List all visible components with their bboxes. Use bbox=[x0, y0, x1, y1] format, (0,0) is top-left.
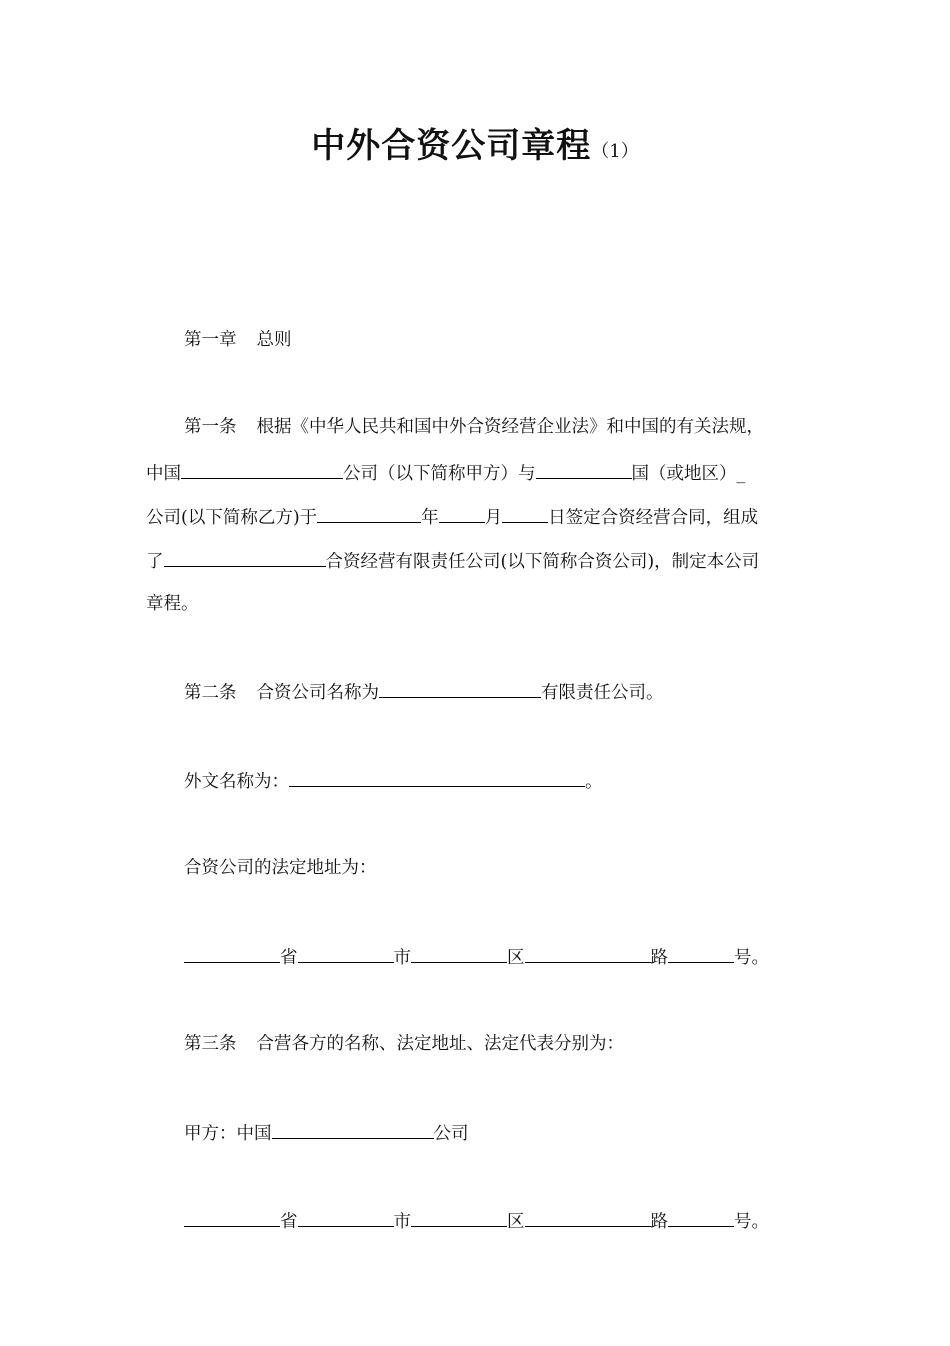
title-main: 中外合资公司章程 bbox=[311, 126, 592, 166]
blank-road[interactable] bbox=[525, 944, 651, 963]
article1-line5: 章程。 bbox=[146, 594, 199, 614]
blank-month[interactable] bbox=[439, 504, 485, 523]
document-title bbox=[0, 118, 950, 167]
blank-company-name[interactable] bbox=[379, 679, 541, 698]
article1-line3: 公司(以下简称乙方)于 年 月 日签定合资经营合同，组成 bbox=[146, 504, 758, 530]
chapter-heading: 第一章 总则 bbox=[184, 330, 292, 350]
blank-city-2[interactable] bbox=[298, 1208, 394, 1227]
blank-province[interactable] bbox=[184, 944, 280, 963]
address-line-2: 省 市 区 路 号。 bbox=[184, 1208, 769, 1234]
blank-year[interactable] bbox=[317, 504, 421, 523]
article2-line1: 第二条 合资公司名称为 有限责任公司。 bbox=[184, 679, 664, 705]
title-suffix: （1） bbox=[591, 141, 639, 162]
blank-party-a-name[interactable] bbox=[181, 460, 343, 479]
blank-city[interactable] bbox=[298, 944, 394, 963]
party-a-line: 甲方：中国 公司 bbox=[184, 1120, 469, 1146]
article2-address-label: 合资公司的法定地址为： bbox=[184, 858, 377, 878]
blank-number[interactable] bbox=[668, 944, 734, 963]
blank-district[interactable] bbox=[411, 944, 507, 963]
article3-line1: 第三条 合营各方的名称、法定地址、法定代表分别为： bbox=[184, 1034, 624, 1054]
blank-number-2[interactable] bbox=[668, 1208, 734, 1227]
article1-line1: 第一条 根据《中华人民共和国中外合资经营企业法》和中国的有关法规， bbox=[184, 417, 764, 437]
blank-day[interactable] bbox=[502, 504, 548, 523]
blank-foreign-name[interactable] bbox=[289, 768, 585, 787]
blank-road-2[interactable] bbox=[525, 1208, 651, 1227]
blank-district-2[interactable] bbox=[411, 1208, 507, 1227]
article1-line4: 了 合资经营有限责任公司(以下简称合资公司)，制定本公司 bbox=[146, 548, 759, 574]
address-line-1: 省 市 区 路 号。 bbox=[184, 944, 769, 970]
blank-province-2[interactable] bbox=[184, 1208, 280, 1227]
article1-line2: 中国 公司（以下简称甲方）与 国（或地区）_ bbox=[146, 460, 745, 486]
article2-foreign-name: 外文名称为： 。 bbox=[184, 768, 603, 794]
blank-party-a-company[interactable] bbox=[272, 1120, 434, 1139]
blank-country[interactable] bbox=[536, 460, 632, 479]
blank-jv-name[interactable] bbox=[164, 548, 326, 567]
